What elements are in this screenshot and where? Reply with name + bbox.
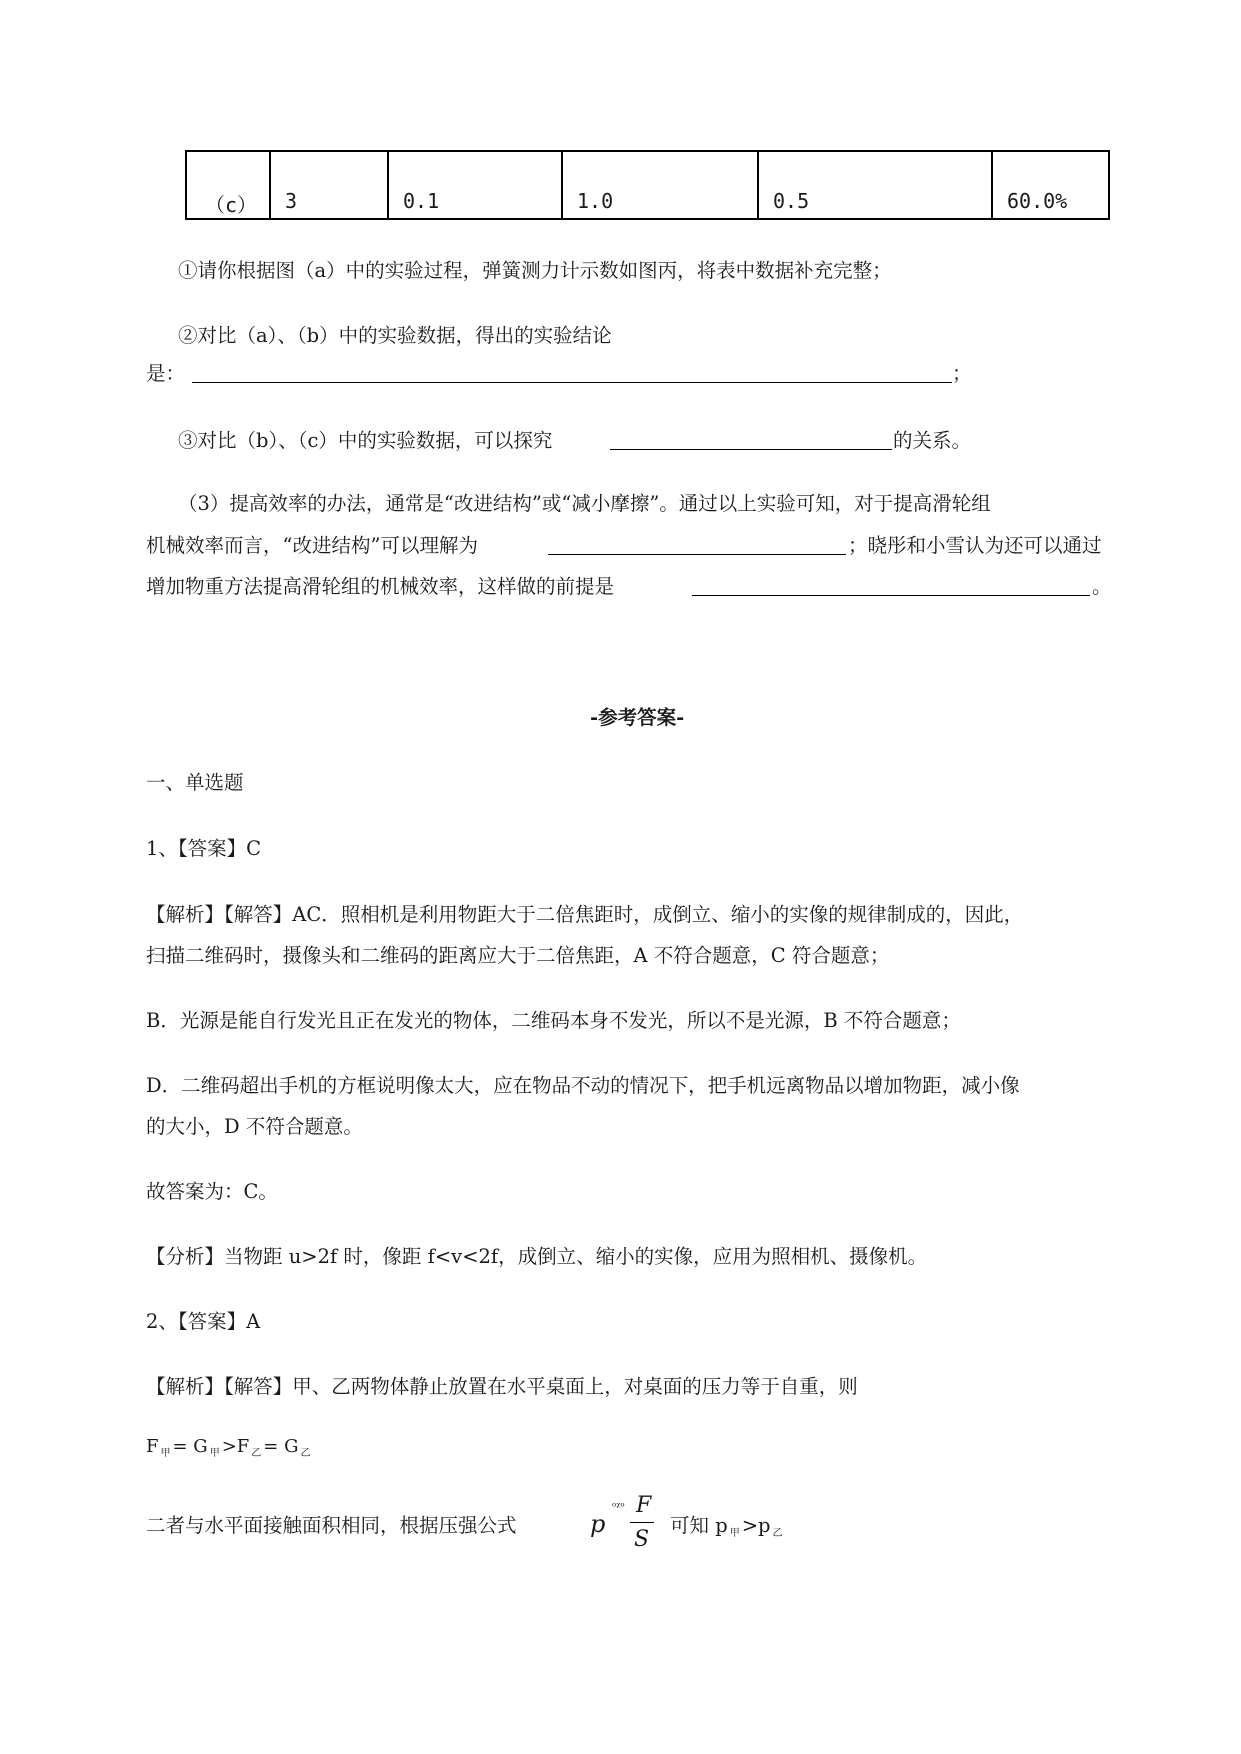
answer-blank[interactable] [692, 595, 1090, 596]
data-table [185, 150, 1110, 220]
section-heading: 一、单选题 [146, 771, 244, 794]
pressure-equation: F $_甲$ = G $_甲$ >F $_乙$ = G $_乙$ [146, 1436, 311, 1459]
part3-line3-b: 。 [1092, 575, 1112, 598]
question-1-text: ①请你根据图（a）中的实验过程，弹簧测力计示数如图丙，将表中数据补充完整； [178, 259, 892, 282]
table-cell: 60.0% [1007, 189, 1068, 213]
answer-1-heading: 1、【答案】C [146, 837, 262, 860]
answer-2-heading: 2、【答案】A [146, 1310, 261, 1333]
answer-1-line: 的大小，D 不符合题意。 [146, 1115, 363, 1138]
answer-1-conclusion: 故答案为：C。 [146, 1180, 278, 1203]
answer-blank[interactable] [548, 554, 846, 555]
part3-line2-a: 机械效率而言，“改进结构”可以理解为 [146, 534, 478, 557]
table-cell: 0.5 [759, 152, 993, 218]
part3-line1: （3）提高效率的办法，通常是“改进结构”或“减小摩擦”。通过以上实验可知，对于提高滑轮组 [178, 492, 991, 515]
answer-1-analysis: 【分析】当物距 u>2f 时，像距 f<v<2f，成倒立、缩小的实像，应用为照相机、摄像机。 [146, 1245, 928, 1268]
question-2-end: ； [952, 362, 972, 385]
answer-1-line: 扫描二维码时，摄像头和二维码的距离应大于二倍焦距，A 不符合题意，C 符合题意； [146, 944, 890, 967]
question-3-text: ③对比（b）、（c）中的实验数据，可以探究 [178, 429, 553, 452]
answer-2-line: 二者与水平面接触面积相同，根据压强公式 [146, 1514, 517, 1537]
question-2-text: ②对比（a）、（b）中的实验数据，得出的实验结论 [178, 324, 612, 347]
answer-1-line: 【解析】【解答】AC．照相机是利用物距大于二倍焦距时，成倒立、缩小的实像的规律制成的，因此， [146, 903, 1024, 926]
table-cell: （c） [187, 152, 271, 218]
table-cell: 0.1 [389, 152, 563, 218]
equals-glyph: ᵒᵡᵒ [612, 1500, 625, 1513]
answer-1-line: D．二维码超出手机的方框说明像太大，应在物品不动的情况下，把手机远离物品以增加物距，减小像 [146, 1074, 1020, 1097]
table-cell: 1.0 [563, 152, 759, 218]
table-cell: 3 [271, 152, 389, 218]
part3-line3-a: 增加物重方法提高滑轮组的机械效率，这样做的前提是 [146, 575, 615, 598]
answer-blank[interactable] [192, 382, 952, 383]
answer-2-conclusion: 可知 p $_甲$ >p $_乙$ [670, 1514, 783, 1539]
answer-title: -参考答案- [590, 706, 685, 729]
part3-line2-b: ；晓彤和小雪认为还可以通过 [848, 534, 1102, 557]
answer-2-line: 【解析】【解答】甲、乙两物体静止放置在水平桌面上，对桌面的压力等于自重，则 [146, 1375, 858, 1398]
answer-1-line: B．光源是能自行发光且正在发光的物体，二维码本身不发光，所以不是光源，B 不符合题意； [146, 1009, 961, 1032]
question-3-end: 的关系。 [893, 429, 972, 452]
answer-blank[interactable] [610, 449, 892, 450]
question-2-prefix: 是： [146, 362, 186, 385]
